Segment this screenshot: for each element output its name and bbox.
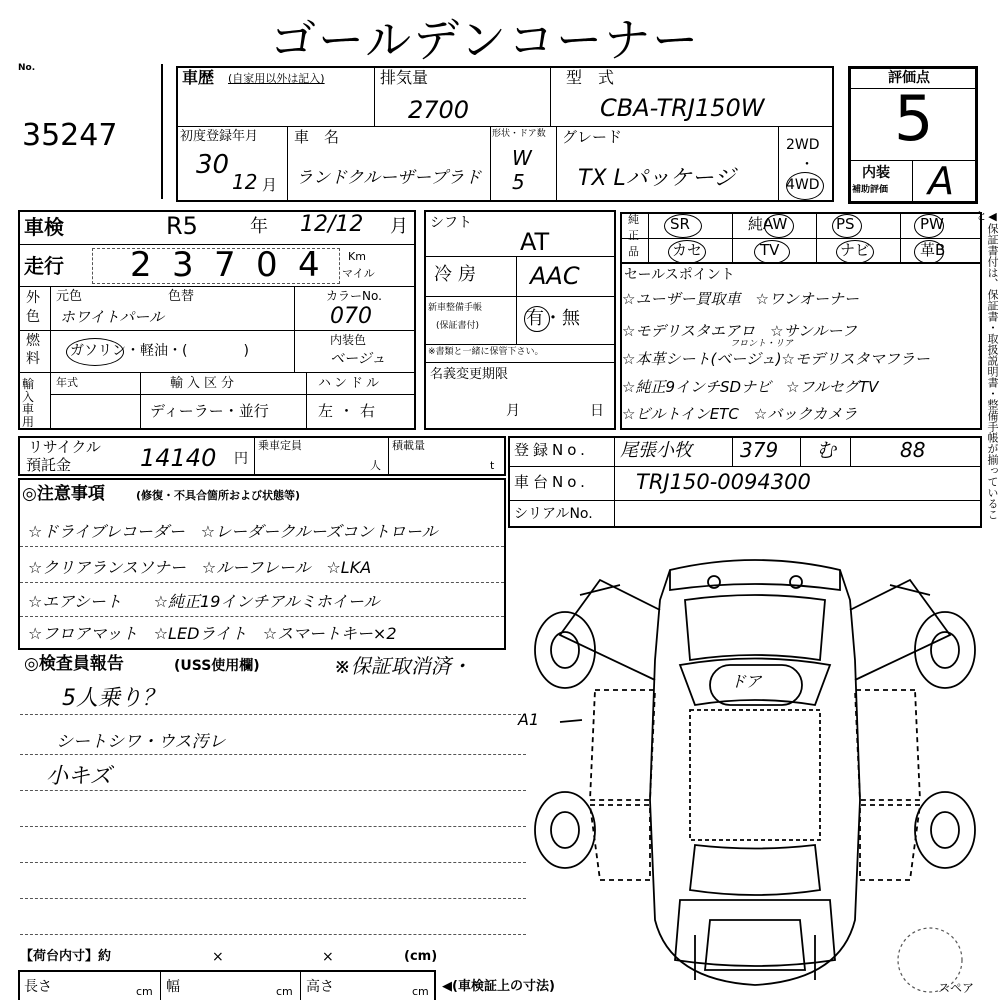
reg-class: 379 <box>740 438 779 462</box>
shift-value: AT <box>520 228 550 256</box>
reg-kana: む <box>816 438 836 462</box>
chassis-label: 車台No. <box>514 473 589 491</box>
km-unit: Km <box>348 250 366 263</box>
manual-sub: (保証書付) <box>436 321 480 331</box>
equip-pw: PW <box>920 215 944 233</box>
cargo-length-label: 長さ <box>24 979 52 995</box>
capacity-label: 乗車定員 <box>258 439 302 452</box>
equip-aw-circle <box>764 214 794 238</box>
manual-yes-circle <box>524 306 550 332</box>
inspector-right-note: ※保証取消済・ <box>334 654 471 678</box>
year-unit: 年 <box>250 216 268 237</box>
inspector-line-1: 5人乗り？ <box>62 686 164 711</box>
ac-label: 冷房 <box>434 264 482 285</box>
car-name-label: 車 名 <box>294 128 340 146</box>
cargo-note: ◀(車検証上の寸法) <box>442 979 555 994</box>
manual-note: ※書類と一緒に保管下さい。 <box>428 347 544 357</box>
manual-value: 有・無 <box>526 308 580 329</box>
drive-2wd: 2WD <box>786 137 820 153</box>
cargo-width-cm: cm <box>276 985 293 998</box>
color-no-value: 070 <box>330 304 372 329</box>
model-year-label: 年式 <box>56 376 78 389</box>
fuel-side-1: 燃 <box>26 333 40 349</box>
equip-cassette: カセ <box>672 241 703 259</box>
orig-color-label: 元色 <box>56 289 83 304</box>
displacement-value: 2700 <box>408 96 470 124</box>
equip-navi: ナビ <box>840 241 871 259</box>
sales-line-1: ☆ユーザー買取車 ☆ワンオーナー <box>622 290 859 308</box>
fuel-side-2: 料 <box>26 351 40 367</box>
sales-line-3: ☆本革シート(ベージュ)☆モデリスタマフラー <box>622 350 930 368</box>
fuel-options: ガソリン・軽油・( ) <box>70 343 249 359</box>
import-type-value: ディーラー・並行 <box>150 402 269 420</box>
manual-label: 新車整備手帳 <box>428 303 483 313</box>
reg-num: 88 <box>900 438 926 462</box>
side-note: ◀保証書付は、保証書・取扱説明書・整備手帳が揃っていること <box>974 210 999 520</box>
grade-value: TX Lパッケージ <box>578 166 736 191</box>
history-note: (自家用以外は記入) <box>228 72 325 85</box>
inspector-line-2: シートシワ・ウス汚レ <box>56 732 226 752</box>
equip-tv-circle <box>754 240 790 264</box>
shaken-era: R5 <box>166 212 198 240</box>
equip-leather: 革B <box>920 241 946 259</box>
note-line-4: ☆フロアマット ☆LEDライト ☆スマートキー×2 <box>28 624 397 643</box>
equip-aw: 純AW <box>748 215 788 233</box>
cargo-height-label: 高さ <box>306 979 334 995</box>
equip-navi-circle <box>836 240 874 264</box>
first-reg-month: 12 <box>232 170 258 194</box>
recycle-label-1: リサイクル <box>28 438 101 456</box>
interior-color-label: 内装色 <box>330 333 367 347</box>
ac-value: AAC <box>530 262 580 290</box>
shaken-label: 車検 <box>24 215 64 239</box>
drive-4wd: 4WD <box>786 177 820 193</box>
car-name-value: ランドクルーザープラド <box>296 168 482 188</box>
score-value: 5 <box>894 82 934 155</box>
cargo-box <box>18 970 436 1000</box>
equip-leather-circle <box>914 240 944 264</box>
cargo-x2: × <box>322 949 334 965</box>
first-reg-year: 30 <box>196 150 230 180</box>
mileage-digit-2: 3 <box>172 245 194 285</box>
spare-label: スペア <box>938 981 975 995</box>
sales-points-label: セールスポイント <box>624 267 735 283</box>
color-side-1: 外 <box>26 290 40 306</box>
first-reg-label: 初度登録年月 <box>180 129 259 144</box>
capacity-unit: 人 <box>370 459 381 472</box>
reg-label: 登録No. <box>514 441 589 459</box>
cargo-label: 【荷台内寸】約 <box>20 949 112 964</box>
recycle-value: 14140 <box>140 444 217 472</box>
inspector-label: ◎検査員報告 <box>24 654 124 674</box>
sales-line-2: ☆モデリスタエアロ ☆サンルーフ <box>622 322 857 340</box>
name-change-day: 日 <box>590 403 604 419</box>
no-label: No. <box>18 63 36 73</box>
shaken-month: 12/12 <box>300 212 364 237</box>
cargo-unit: (cm) <box>404 949 438 964</box>
load-unit: t <box>490 459 495 472</box>
doors-value: 5 <box>512 170 525 194</box>
mileage-label: 走行 <box>24 254 64 278</box>
note-line-3: ☆エアシート ☆純正19インチアルミホイール <box>28 592 380 611</box>
load-label: 積載量 <box>392 439 425 452</box>
inspector-sub: (USS使用欄) <box>174 658 260 674</box>
color-no-label: カラーNo. <box>326 289 382 303</box>
note-line-1: ☆ドライブレコーダー ☆レーダークルーズコントロール <box>28 522 438 541</box>
cargo-height-cm: cm <box>412 985 429 998</box>
interior-sub: 補助評価 <box>852 185 889 195</box>
interior-value: A <box>928 159 954 203</box>
serial-label: シリアルNo. <box>514 506 593 522</box>
cargo-length-cm: cm <box>136 985 153 998</box>
mileage-digit-4: 0 <box>256 245 278 285</box>
stock-number: 35247 <box>22 118 118 153</box>
shape-value: W <box>512 146 532 170</box>
equip-cassette-circle <box>668 240 706 264</box>
mileage-digit-1: 2 <box>130 245 152 285</box>
notes-sub: (修復・不具合箇所および状態等) <box>136 489 301 502</box>
equip-tv: TV <box>760 241 780 259</box>
name-change-month: 月 <box>506 403 520 419</box>
note-line-2: ☆クリアランスソナー ☆ルーフレール ☆LKA <box>28 558 372 577</box>
mileage-digit-3: 7 <box>214 245 236 285</box>
color-value: ホワイトパール <box>60 308 164 326</box>
fuel-gas-circle <box>66 338 124 366</box>
model-label: 型 式 <box>566 68 615 87</box>
equip-sr-circle <box>664 214 702 238</box>
chassis-value: TRJ150-0094300 <box>636 470 811 494</box>
mile-unit: マイル <box>342 267 375 280</box>
diagram-mark-a1: A1 <box>518 710 540 729</box>
sales-line-5: ☆ビルトインETC ☆バックカメラ <box>622 405 858 423</box>
equip-ps: PS <box>836 215 855 233</box>
notes-label: ◎注意事項 <box>22 484 105 504</box>
equip-side-1: 純 <box>628 213 639 226</box>
import-type-label: 輸入区分 <box>170 376 239 391</box>
displacement-label: 排気量 <box>380 68 429 87</box>
grade-label: グレード <box>562 128 623 146</box>
first-reg-month-unit: 月 <box>262 176 278 194</box>
score-label: 評価点 <box>888 70 930 86</box>
interior-label: 内装 <box>862 165 890 181</box>
history-label: 車歴 <box>182 68 215 87</box>
recycle-label-2: 預託金 <box>26 456 72 474</box>
handle-value: 左・右 <box>318 402 382 420</box>
drive-4wd-circle <box>786 172 824 200</box>
model-value: CBA-TRJ150W <box>600 94 765 122</box>
sales-aero-note: フロント・リア <box>730 339 794 349</box>
reg-region: 尾張小牧 <box>620 440 692 461</box>
color-side-2: 色 <box>26 309 40 325</box>
equip-sr: SR <box>670 215 690 233</box>
sales-line-4: ☆純正9インチSDナビ ☆フルセグTV <box>622 378 879 396</box>
handle-label: ハンドル <box>318 376 383 391</box>
month-unit: 月 <box>390 216 408 237</box>
color-change-label: 色替 <box>168 289 195 304</box>
cargo-x1: × <box>212 949 224 965</box>
equip-side-2: 正 <box>628 229 639 242</box>
drive-dot: ・ <box>800 157 814 173</box>
shape-label: 形状・ドア数 <box>492 129 546 139</box>
interior-color-value: ベージュ <box>330 351 386 367</box>
page-title: ゴールデンコーナー <box>270 13 701 67</box>
import-side: 輸入車用 <box>22 377 35 429</box>
shift-label: シフト <box>430 215 472 231</box>
equip-pw-circle <box>914 214 944 238</box>
diagram-roof-label: ドア <box>730 672 762 691</box>
name-change-label: 名義変更期限 <box>430 367 509 382</box>
car-damage-diagram <box>520 540 990 1000</box>
inspector-line-3: 小キズ <box>46 764 112 789</box>
equip-ps-circle <box>832 214 862 238</box>
cargo-width-label: 幅 <box>166 979 180 995</box>
recycle-unit: 円 <box>234 451 248 467</box>
mileage-digit-5: 4 <box>298 245 320 285</box>
equip-side-3: 品 <box>628 245 639 258</box>
